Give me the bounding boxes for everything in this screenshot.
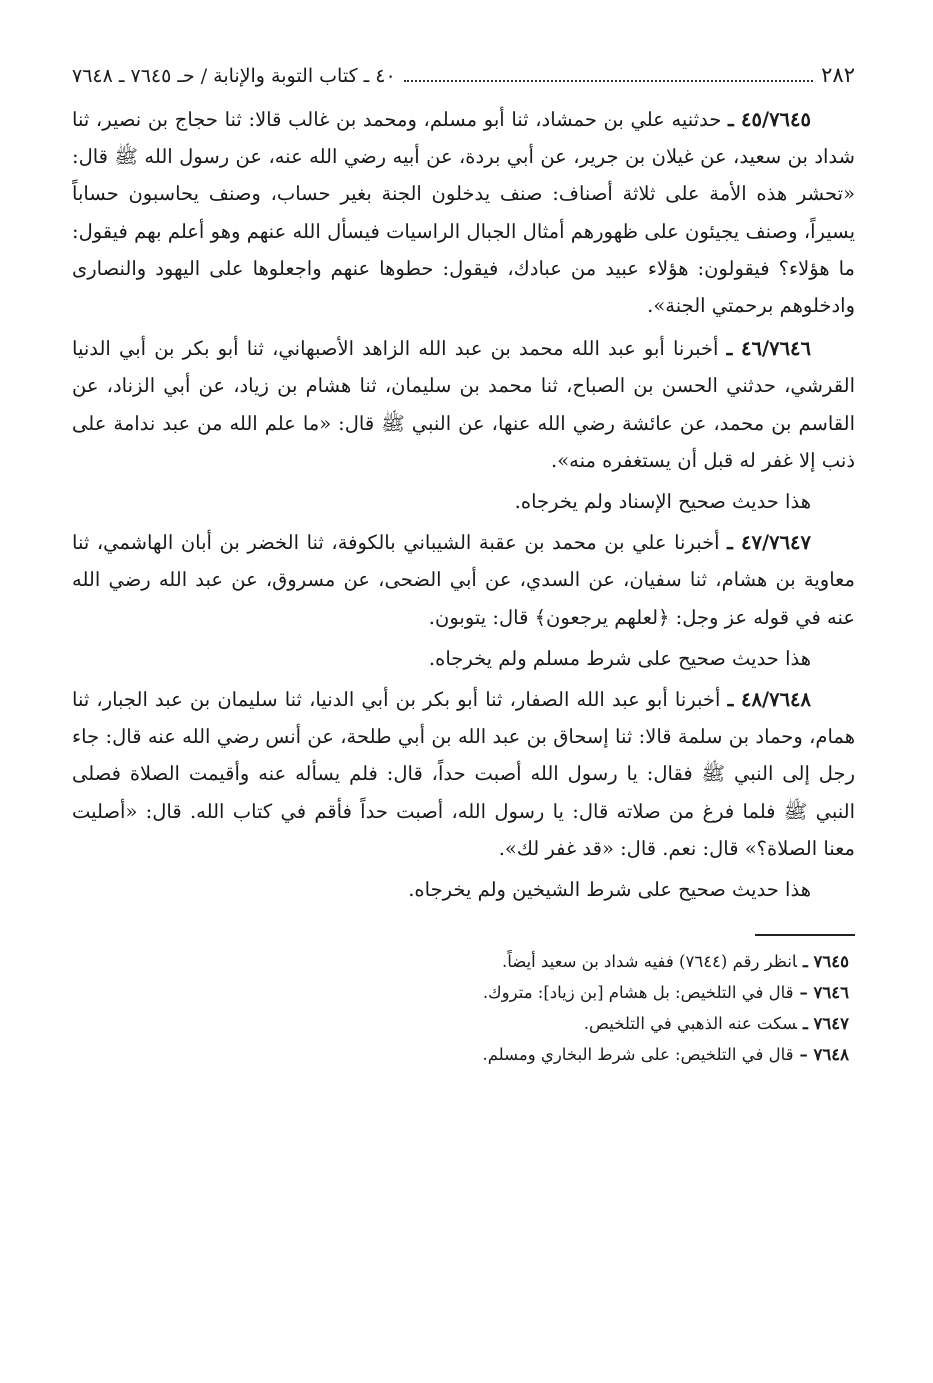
hadith-verdict: هذا حديث صحيح على شرط الشيخين ولم يخرجاه.: [408, 878, 811, 902]
footnote-number: ٧٦٤٥ ـ: [802, 952, 849, 972]
running-title: ٤٠ ـ كتاب التوبة والإنابة / حـ ٧٦٤٥ ـ ٧٦٤٨: [72, 65, 396, 87]
hadith-text: حدثنيه علي بن حمشاد، ثنا أبو مسلم، ومحمد بن غالب قالا: ثنا حجاج بن نصير، ثنا شداد بن سعيد، عن غيلان بن جرير، عن أبي بردة، عن أبيه رضي الله عنه، عن رسول الله ﷺ قال: «تحشر هذه الأمة على ثلاثة أصناف: صنف يدخلون الجنة بغير حساب، وصنف يحاسبون حساباً يسيراً، وصنف يجيئون على ظهورهم أمثال الجبال الراسيات فيسأل الله عنهم وهو أعلم بهم فيقول: ما هؤلاء؟ فيقولون: هؤلاء عبيد من عبادك، فيقول: حطوها عنهم واجعلوها على اليهود والنصارى وادخلوهم برحمتي الجنة».: [72, 108, 855, 318]
hadith-number: ٤٧/٧٦٤٧ ـ: [727, 531, 811, 555]
footnote-number: ٧٦٤٧ ـ: [802, 1014, 849, 1034]
footnote: [72, 946, 855, 977]
hadith-entry: [72, 330, 855, 479]
page-number: ٢٨٢: [821, 63, 855, 87]
header-dotted-leader: [404, 80, 813, 82]
hadith-text: أخبرنا علي بن محمد بن عقبة الشيباني بالكوفة، ثنا الخضر بن أبان الهاشمي، ثنا معاوية بن هشام، ثنا سفيان، عن السدي، عن أبي الضحى، عن مسروق، عن عبد الله رضي الله عنه في قوله عز وجل: ﴿لعلهم يرجعون﴾ قال: يتوبون.: [72, 531, 855, 629]
hadith-number: ٤٦/٧٦٤٦ ـ: [726, 337, 811, 361]
footnote: [72, 1008, 855, 1039]
hadith-text: أخبرنا أبو عبد الله الصفار، ثنا أبو بكر بن أبي الدنيا، ثنا سليمان بن عبد الجبار، ثنا همام، وحماد بن سلمة قالا: ثنا إسحاق بن عبد الله بن أبي طلحة، عن أنس رضي الله عنه قال: جاء رجل إلى النبي ﷺ فقال: يا رسول الله أصبت حداً، قال: فلم يسأله عنه وأقيمت الصلاة فصلى النبي ﷺ فلما فرغ من صلاته قال: يا رسول الله، أصبت حداً فأقم في كتاب الله. قال: «أصليت معنا الصلاة؟» قال: نعم. قال: «قد غفر لك».: [72, 688, 855, 860]
footnote: [72, 977, 855, 1008]
hadith-text: أخبرنا أبو عبد الله محمد بن عبد الله الزاهد الأصبهاني، ثنا أبو بكر بن أبي الدنيا القرشي، حدثني الحسن بن الصباح، ثنا محمد بن سليمان، ثنا هشام بن زياد، عن أبي الزناد، عن القاسم بن محمد، عن عائشة رضي الله عنها، عن النبي ﷺ قال: «ما علم الله من عبد ندامة على ذنب إلا غفر له قبل أن يستغفره منه».: [72, 337, 855, 472]
hadith-entry: [72, 681, 855, 867]
footnote: [72, 1039, 855, 1070]
footnote-text: سكت عنه الذهبي في التلخيص.: [583, 1014, 797, 1034]
hadith-entry: [72, 524, 855, 636]
footnote-text: قال في التلخيص: على شرط البخاري ومسلم.: [482, 1045, 794, 1065]
running-header: [72, 62, 855, 89]
footnote-text: انظر رقم (٧٦٤٤) ففيه شداد بن سعيد أيضاً.: [501, 952, 797, 972]
footnote-text: قال في التلخيص: بل هشام [بن زياد]: متروك.: [482, 983, 794, 1003]
hadith-number: ٤٨/٧٦٤٨ ـ: [727, 688, 811, 712]
hadith-number: ٤٥/٧٦٤٥ ـ: [728, 108, 811, 131]
footnote-separator: [755, 934, 855, 936]
footnote-number: ٧٦٤٦ –: [799, 983, 849, 1003]
footnote-number: ٧٦٤٨ –: [799, 1045, 849, 1065]
hadith-verdict: هذا حديث صحيح على شرط مسلم ولم يخرجاه.: [428, 646, 811, 670]
hadith-verdict: هذا حديث صحيح الإسناد ولم يخرجاه.: [514, 490, 811, 514]
hadith-entry: [72, 101, 855, 324]
